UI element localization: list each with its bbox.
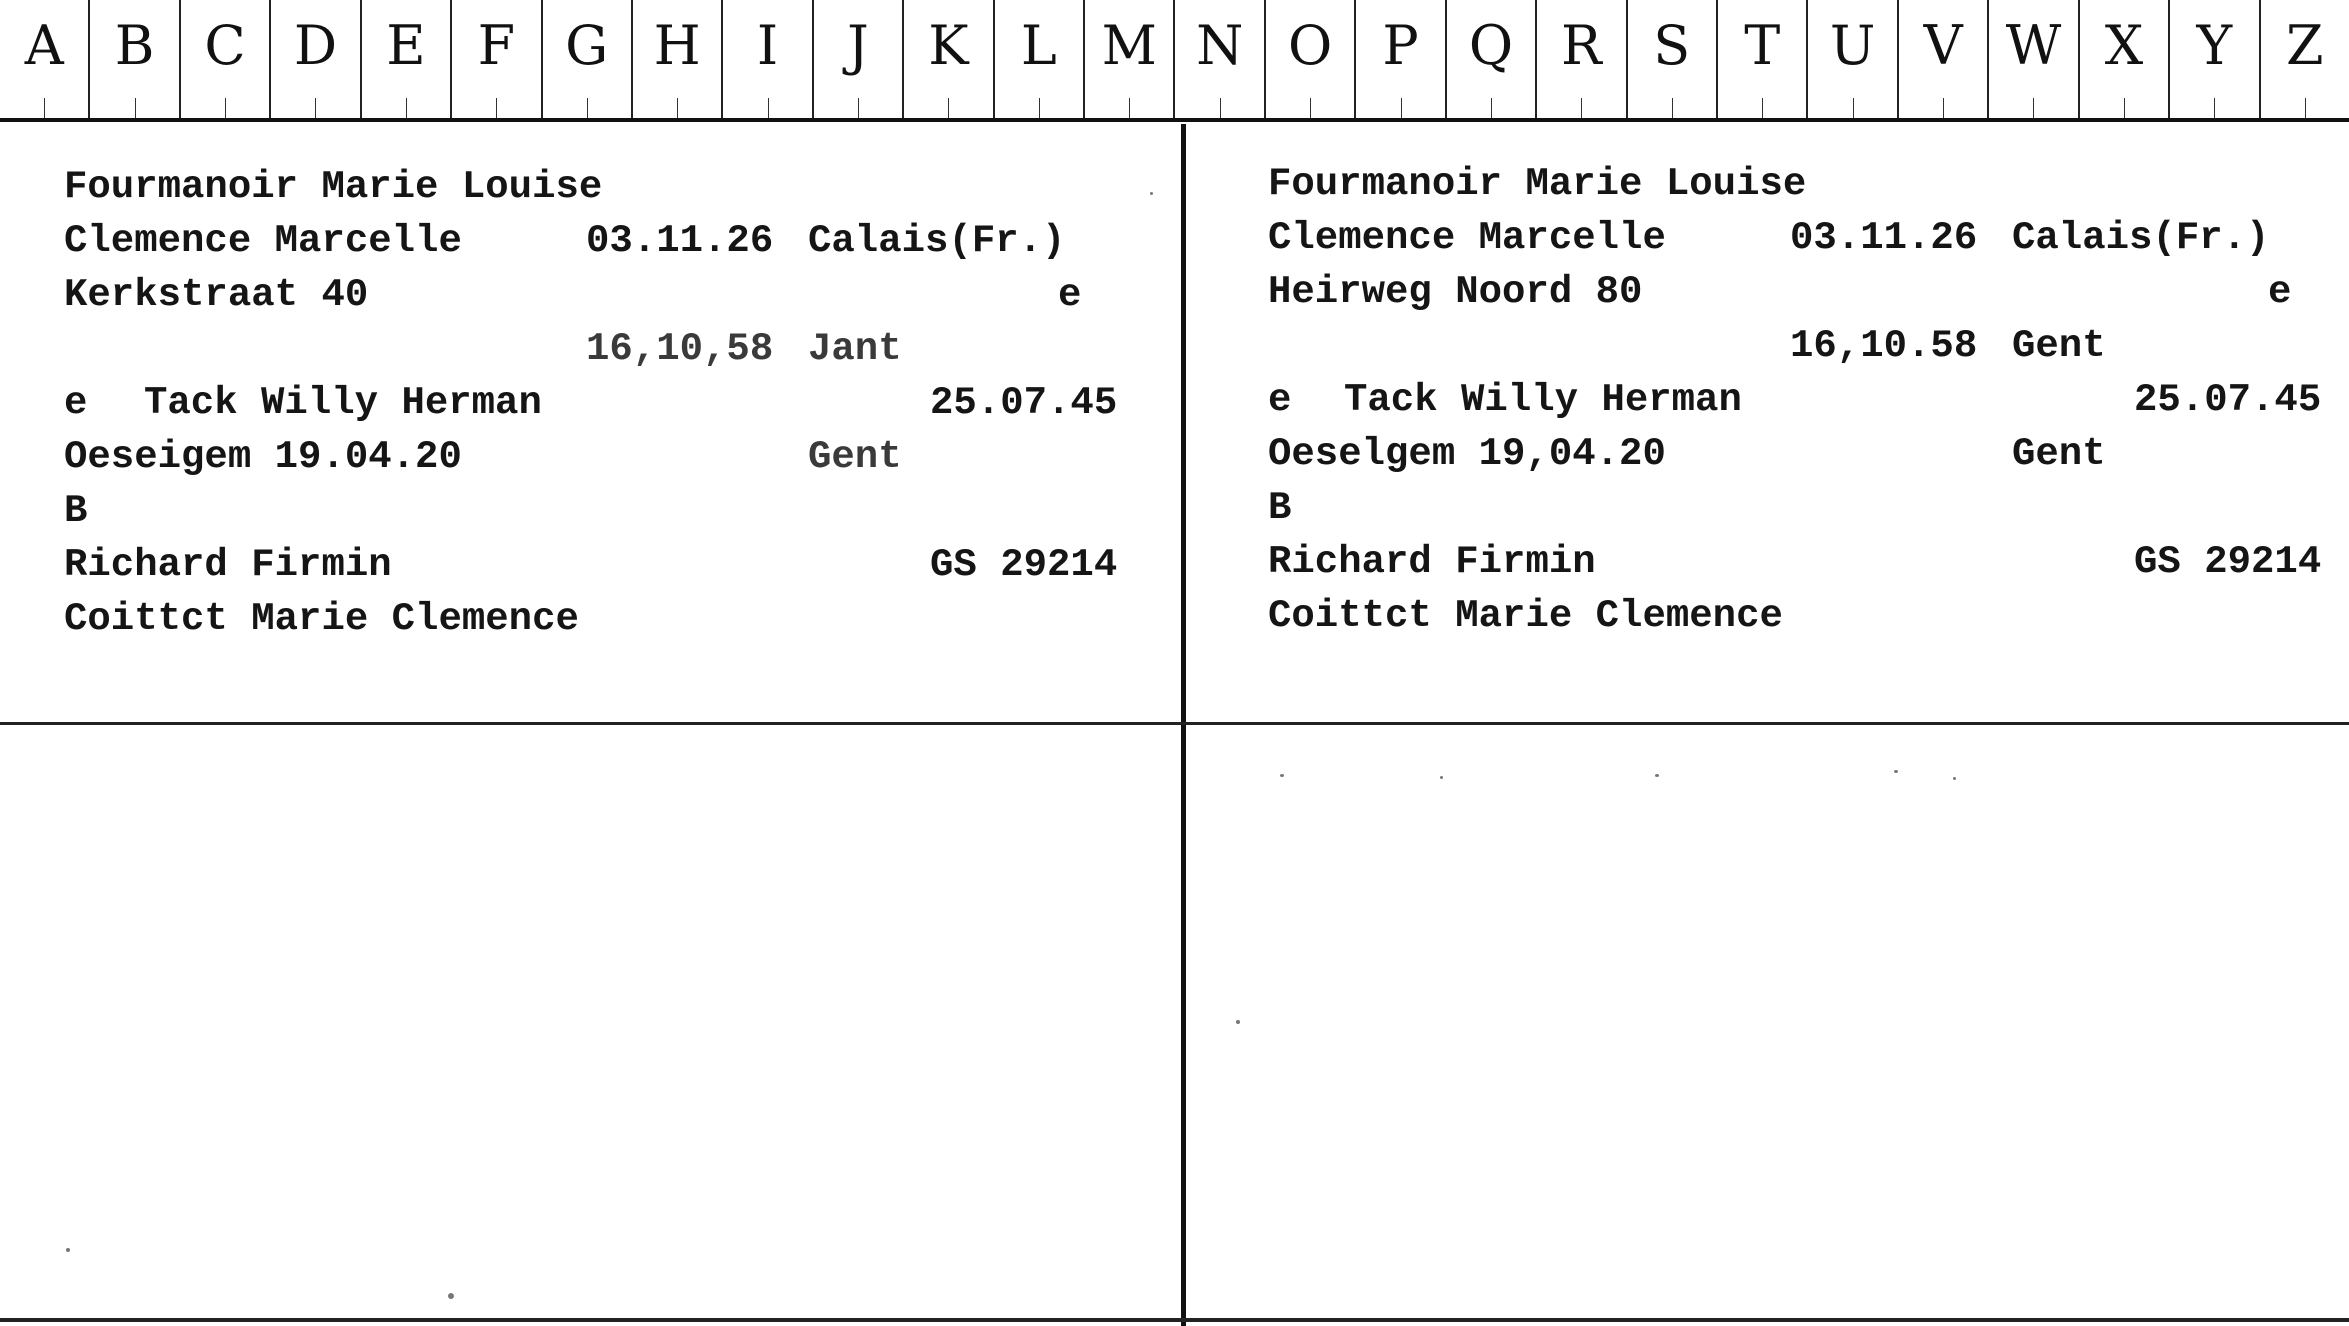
marker-e-field: e	[2268, 270, 2292, 314]
event-place-field: Jant	[808, 327, 902, 371]
scan-speck	[1440, 776, 1443, 779]
surname-field: Fourmanoir Marie Louise	[64, 165, 603, 209]
spouse-name-field: Tack Willy Herman	[1344, 378, 1742, 422]
card-row-spouse	[64, 376, 1144, 430]
birth-date-field: 03.11.26	[586, 219, 774, 263]
card-row-birth	[1268, 211, 2333, 265]
card-row-mother	[1268, 589, 2333, 643]
alpha-tab-b: B	[90, 0, 180, 118]
surname-field: Fourmanoir Marie Louise	[1268, 162, 1807, 206]
card-row-event	[64, 322, 1144, 376]
marker-e-field: e	[1058, 273, 1082, 317]
scan-speck	[1655, 774, 1659, 777]
alpha-tab-m: M	[1085, 0, 1175, 118]
event-date-field: 16,10.58	[1790, 324, 1978, 368]
card-horizontal-divider	[0, 722, 2349, 725]
birth-place-field: Calais(Fr.)	[2012, 216, 2270, 260]
mother-field: Coittct Marie Clemence	[1268, 594, 1783, 638]
alpha-tab-s: S	[1628, 0, 1718, 118]
record-card-left	[64, 160, 1144, 646]
nationality-field: B	[64, 489, 88, 533]
reference-field: GS 29214	[930, 543, 1118, 587]
card-row-address	[1268, 265, 2333, 319]
card-row-name	[1268, 157, 2333, 211]
event-date-field: 16,10,58	[586, 327, 774, 371]
alpha-tab-d: D	[271, 0, 361, 118]
spouse-prefix-field: e	[1268, 378, 1292, 422]
alpha-tab-x: X	[2080, 0, 2170, 118]
card-row-father	[64, 538, 1144, 592]
event-place-field: Gent	[2012, 324, 2106, 368]
scan-speck	[448, 1293, 454, 1299]
alpha-tab-k: K	[904, 0, 994, 118]
alpha-tab-e: E	[362, 0, 452, 118]
alpha-tab-o: O	[1266, 0, 1356, 118]
spouse-birth-field: Oeseigem 19.04.20	[64, 435, 462, 479]
scan-speck	[1894, 770, 1898, 773]
birth-date-field: 03.11.26	[1790, 216, 1978, 260]
father-field: Richard Firmin	[1268, 540, 1596, 584]
spouse-date-field: 25.07.45	[2134, 378, 2322, 422]
card-vertical-divider	[1181, 124, 1186, 1326]
alpha-tab-n: N	[1175, 0, 1265, 118]
card-row-nationality	[1268, 481, 2333, 535]
given-names-field: Clemence Marcelle	[1268, 216, 1666, 260]
card-row-name	[64, 160, 1144, 214]
alpha-tab-p: P	[1356, 0, 1446, 118]
record-card-right	[1268, 157, 2333, 643]
alpha-tab-j: J	[814, 0, 904, 118]
street-address-field: Heirweg Noord 80	[1268, 270, 1643, 314]
father-field: Richard Firmin	[64, 543, 392, 587]
reference-field: GS 29214	[2134, 540, 2322, 584]
alpha-tab-h: H	[633, 0, 723, 118]
alpha-tab-i: I	[723, 0, 813, 118]
card-bottom-border	[0, 1318, 2349, 1322]
scan-speck	[1280, 774, 1284, 777]
spouse-date-field: 25.07.45	[930, 381, 1118, 425]
spouse-name-field: Tack Willy Herman	[144, 381, 542, 425]
alpha-tab-u: U	[1808, 0, 1898, 118]
spouse-prefix-field: e	[64, 381, 88, 425]
mother-field: Coittct Marie Clemence	[64, 597, 579, 641]
card-row-nationality	[64, 484, 1144, 538]
alphabet-index-strip	[0, 0, 2349, 122]
card-row-event	[1268, 319, 2333, 373]
alpha-tab-r: R	[1537, 0, 1627, 118]
spouse-place-field: Gent	[808, 435, 902, 479]
scan-speck	[1150, 192, 1153, 195]
alpha-tab-f: F	[452, 0, 542, 118]
scan-speck	[1236, 1020, 1240, 1024]
spouse-place-field: Gent	[2012, 432, 2106, 476]
alpha-tab-g: G	[543, 0, 633, 118]
alpha-tab-y: Y	[2170, 0, 2260, 118]
card-row-mother	[64, 592, 1144, 646]
alpha-tab-a: A	[0, 0, 90, 118]
spouse-birth-field: Oeselgem 19,04.20	[1268, 432, 1666, 476]
alpha-tab-l: L	[995, 0, 1085, 118]
alpha-tab-q: Q	[1447, 0, 1537, 118]
alpha-tab-v: V	[1899, 0, 1989, 118]
nationality-field: B	[1268, 486, 1292, 530]
card-row-address	[64, 268, 1144, 322]
scan-speck	[66, 1248, 70, 1252]
alpha-tab-c: C	[181, 0, 271, 118]
card-row-spouse	[1268, 373, 2333, 427]
card-row-spouse-birth	[1268, 427, 2333, 481]
given-names-field: Clemence Marcelle	[64, 219, 462, 263]
card-row-birth	[64, 214, 1144, 268]
alpha-tab-w: W	[1989, 0, 2079, 118]
scan-speck	[1953, 777, 1956, 780]
birth-place-field: Calais(Fr.)	[808, 219, 1066, 263]
street-address-field: Kerkstraat 40	[64, 273, 369, 317]
card-row-father	[1268, 535, 2333, 589]
alpha-tab-t: T	[1718, 0, 1808, 118]
card-row-spouse-birth	[64, 430, 1144, 484]
alpha-tab-z: Z	[2261, 0, 2349, 118]
